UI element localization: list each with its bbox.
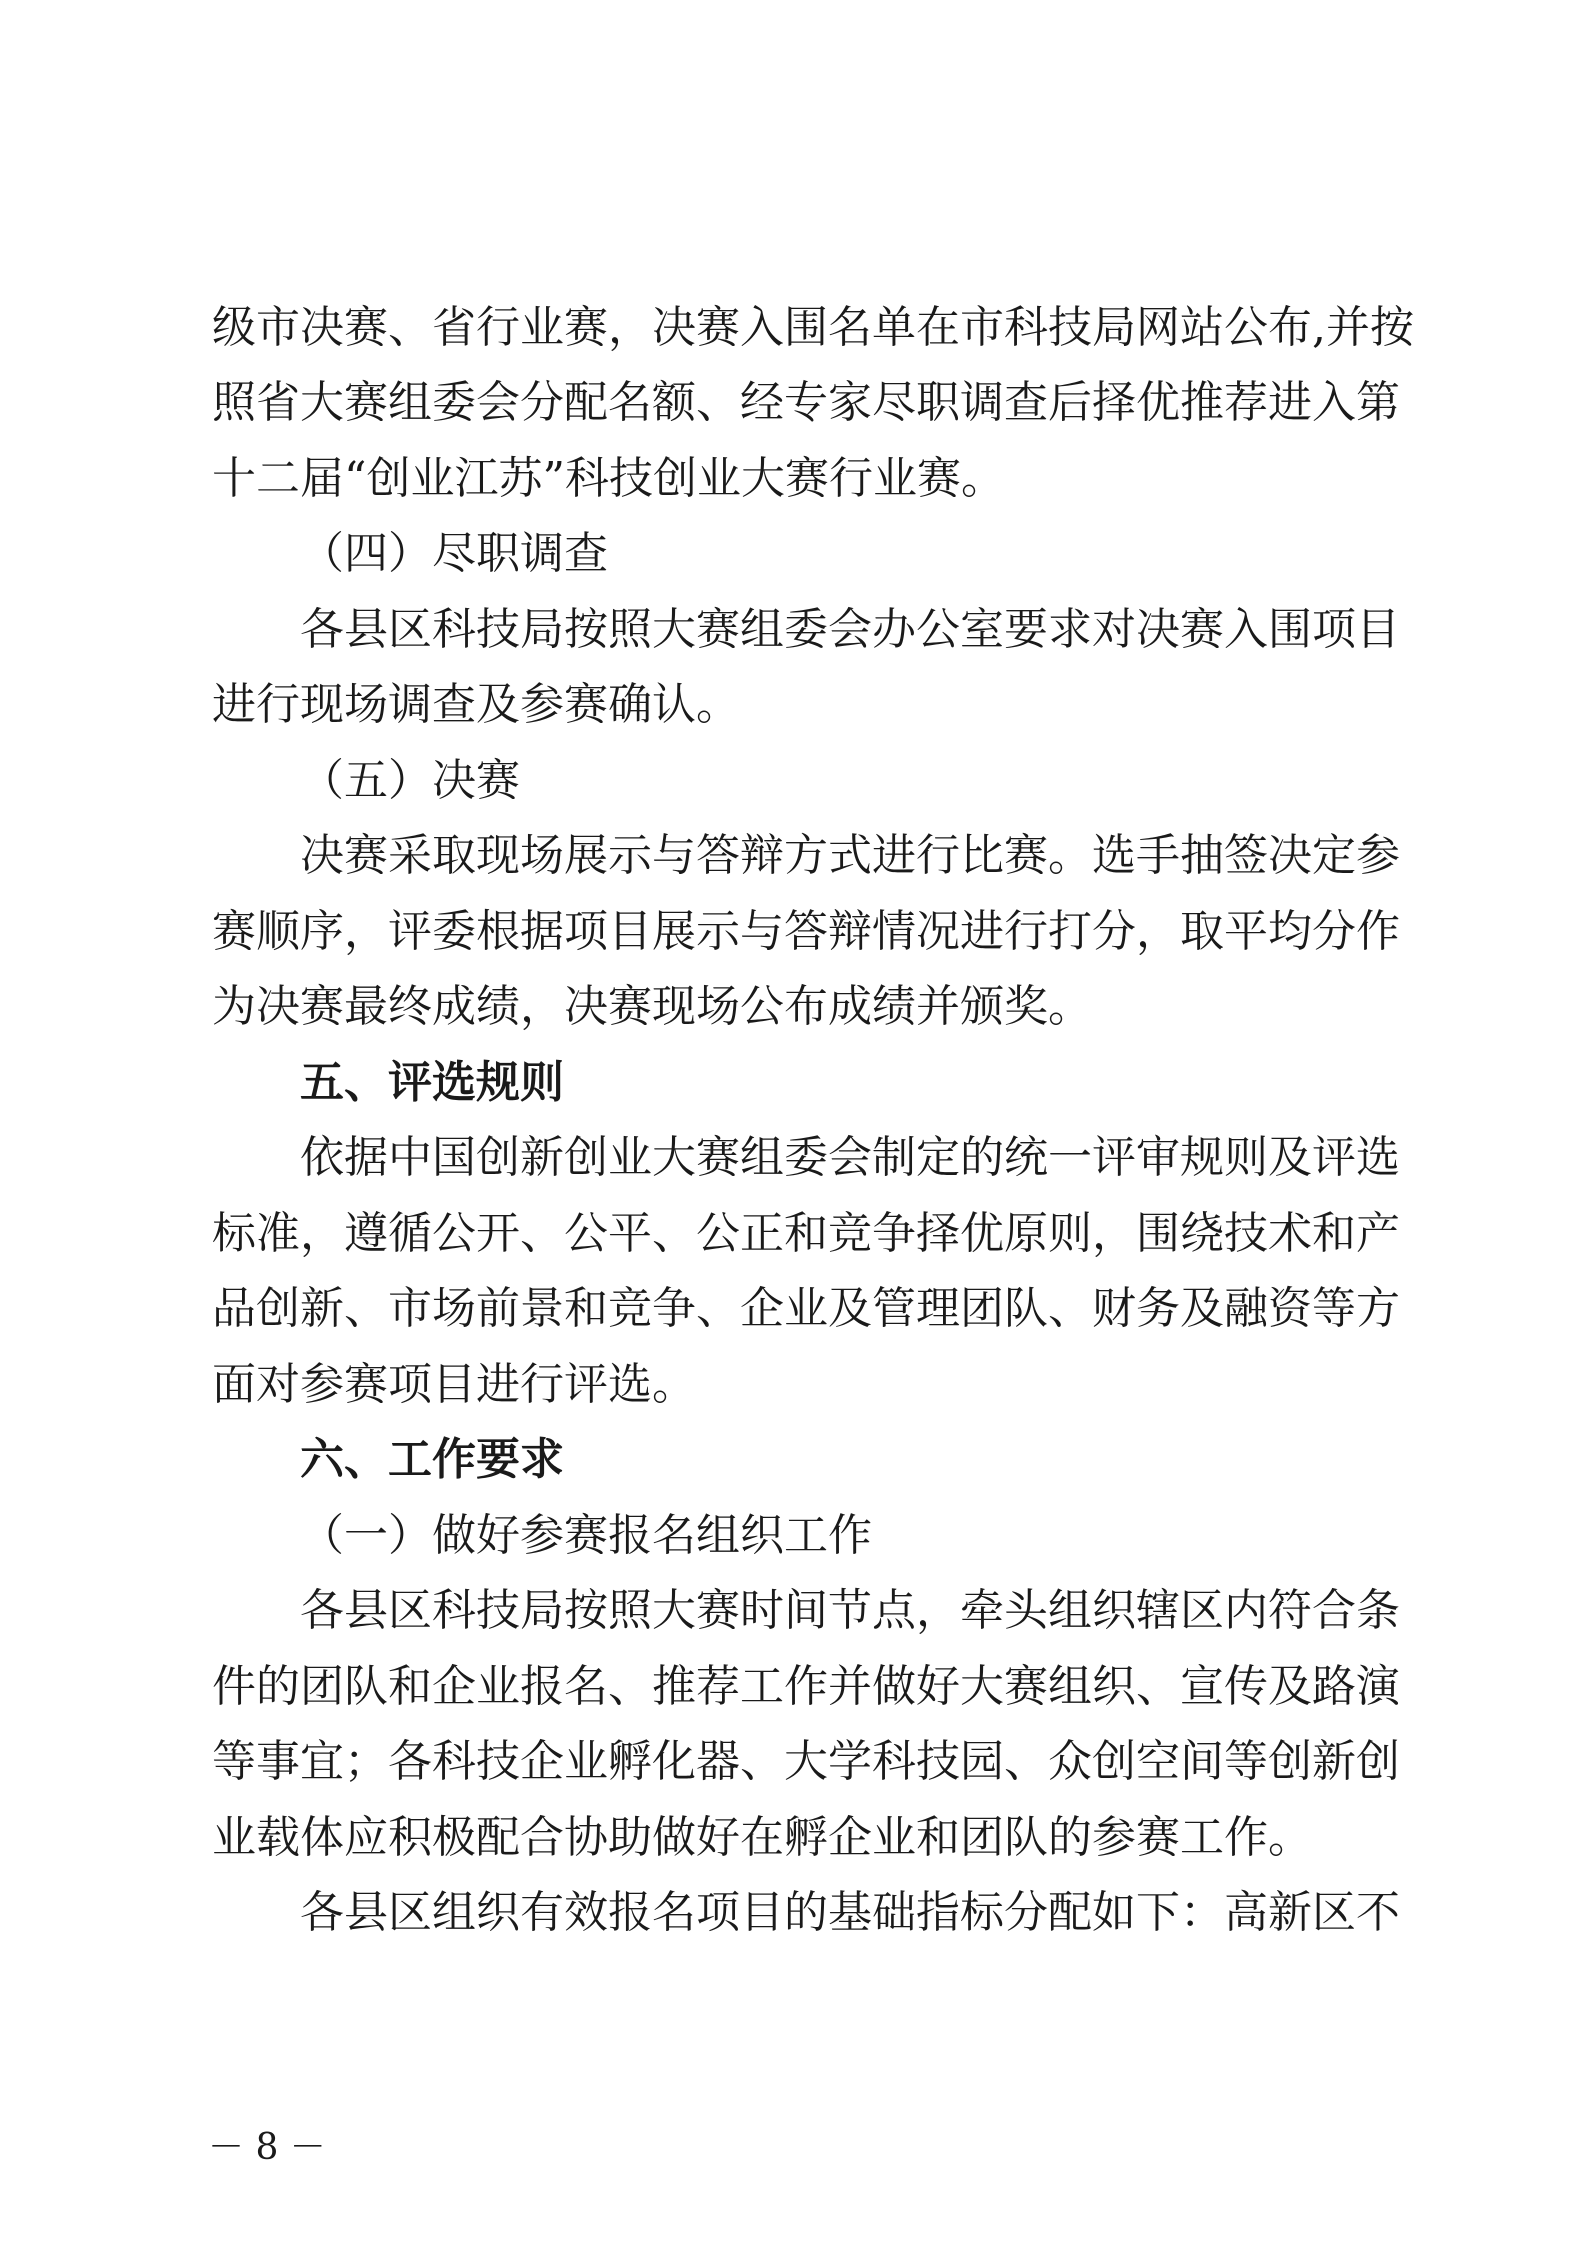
- body-text-line: 各县区组织有效报名项目的基础指标分配如下：高新区不: [300, 1887, 1400, 1938]
- section-heading: 五、评选规则: [300, 1057, 564, 1108]
- body-text-line: 等事宜；各科技企业孵化器、大学科技园、众创空间等创新创: [212, 1736, 1400, 1787]
- body-text-line: 件的团队和企业报名、推荐工作并做好大赛组织、宣传及路演: [212, 1661, 1400, 1712]
- body-text-line: 品创新、市场前景和竞争、企业及管理团队、财务及融资等方: [212, 1283, 1400, 1334]
- body-text-line: 赛顺序，评委根据项目展示与答辩情况进行打分，取平均分作: [212, 906, 1400, 957]
- body-text-line: 业载体应积极配合协助做好在孵企业和团队的参赛工作。: [212, 1812, 1312, 1863]
- subsection-heading: （一）做好参赛报名组织工作: [300, 1510, 872, 1561]
- body-text-line: 为决赛最终成绩，决赛现场公布成绩并颁奖。: [212, 981, 1092, 1032]
- page-number: － 8 －: [208, 2127, 326, 2168]
- body-text-line: 进行现场调查及参赛确认。: [212, 679, 740, 730]
- body-text-line: 各县区科技局按照大赛时间节点，牵头组织辖区内符合条: [300, 1585, 1400, 1636]
- body-text-line: 十二届“创业江苏”科技创业大赛行业赛。: [212, 453, 1005, 504]
- body-text-line: 决赛采取现场展示与答辩方式进行比赛。选手抽签决定参: [300, 830, 1400, 881]
- body-text-line: 标准，遵循公开、公平、公正和竞争择优原则，围绕技术和产: [212, 1208, 1400, 1259]
- body-text-line: 依据中国创新创业大赛组委会制定的统一评审规则及评选: [300, 1132, 1400, 1183]
- body-text-line: 照省大赛组委会分配名额、经专家尽职调查后择优推荐进入第: [212, 377, 1400, 428]
- section-heading: 六、工作要求: [300, 1434, 564, 1485]
- body-text-line: 面对参赛项目进行评选。: [212, 1359, 696, 1410]
- body-text-line: 各县区科技局按照大赛组委会办公室要求对决赛入围项目: [300, 604, 1400, 655]
- subsection-heading: （四）尽职调查: [300, 528, 608, 579]
- body-text-line: 级市决赛、省行业赛，决赛入围名单在市科技局网站公布,并按: [212, 302, 1414, 353]
- subsection-heading: （五）决赛: [300, 755, 520, 806]
